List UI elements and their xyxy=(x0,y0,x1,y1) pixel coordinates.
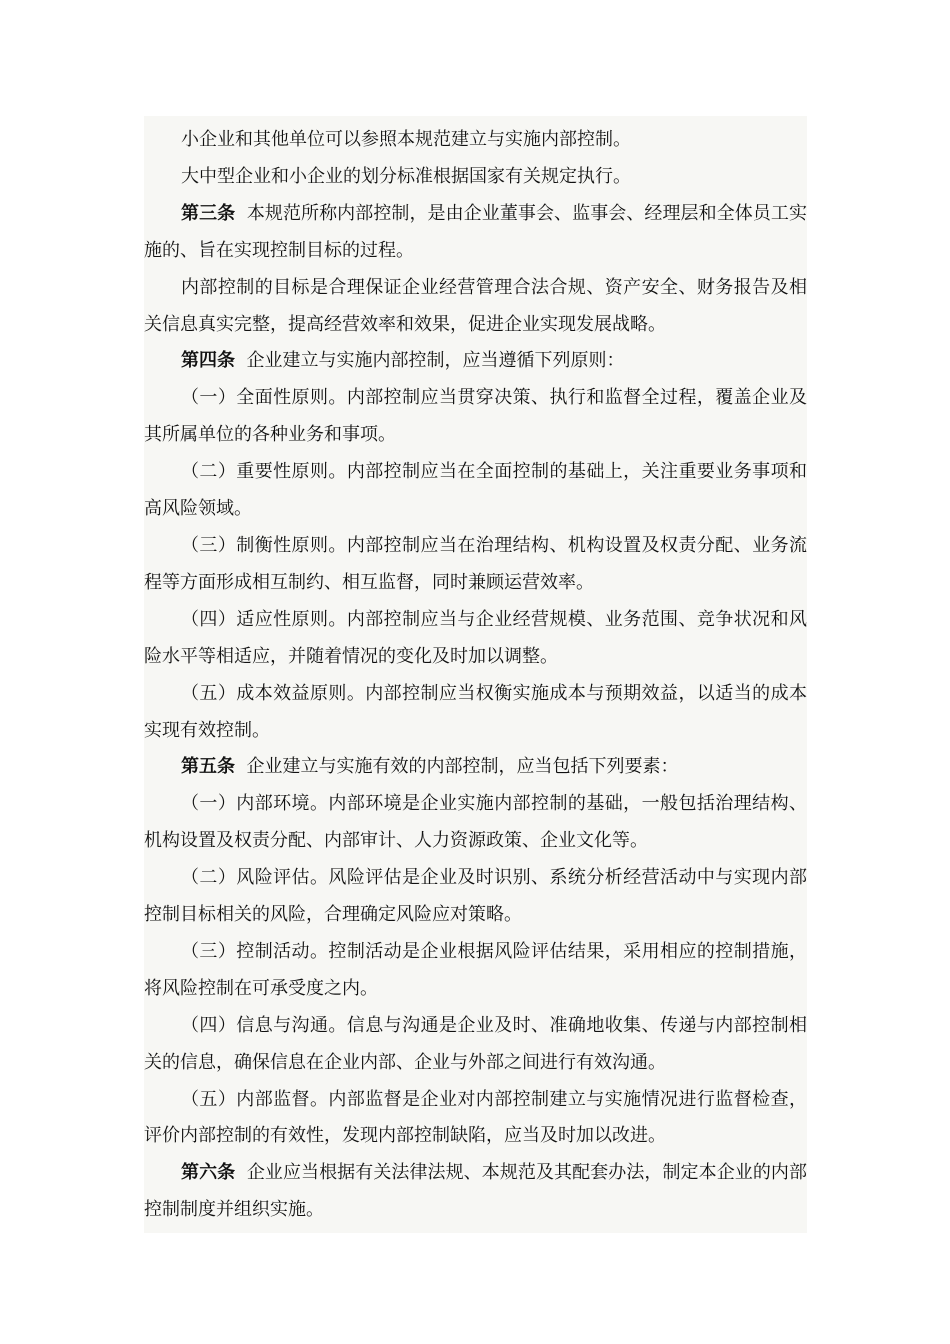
paragraph xyxy=(144,159,807,196)
paragraph xyxy=(144,270,807,344)
list-item xyxy=(144,1082,807,1156)
paragraph-text: （三）控制活动。控制活动是企业根据风险评估结果，采用相应的控制措施，将风险控制在可承受度之内。 xyxy=(144,940,807,999)
article-paragraph xyxy=(144,343,807,380)
article-text: 企业建立与实施有效的内部控制，应当包括下列要素： xyxy=(246,756,679,778)
list-item xyxy=(144,786,807,860)
list-item xyxy=(144,934,807,1008)
paragraph-text: （五）内部监督。内部监督是企业对内部控制建立与实施情况进行监督检查，评价内部控制的有效性，发现内部控制缺陷，应当及时加以改进。 xyxy=(144,1088,807,1147)
paragraph-text: （一）内部环境。内部环境是企业实施内部控制的基础，一般包括治理结构、机构设置及权责分配、内部审计、人力资源政策、企业文化等。 xyxy=(144,793,807,852)
article-number: 第三条 xyxy=(181,202,236,224)
paragraph-text: （二）风险评估。风险评估是企业及时识别、系统分析经营活动中与实现内部控制目标相关的风险，合理确定风险应对策略。 xyxy=(144,867,807,926)
list-item xyxy=(144,454,807,528)
paragraph xyxy=(144,122,807,159)
article-text: 本规范所称内部控制，是由企业董事会、监事会、经理层和全体员工实施的、旨在实现控制目标的过程。 xyxy=(144,202,807,261)
paragraph-text: 大中型企业和小企业的划分标准根据国家有关规定执行。 xyxy=(181,165,631,187)
article-paragraph xyxy=(144,749,807,786)
article-text: 企业建立与实施内部控制，应当遵循下列原则： xyxy=(246,350,625,372)
paragraph-text: 内部控制的目标是合理保证企业经营管理合法合规、资产安全、财务报告及相关信息真实完整，提高经营效率和效果，促进企业实现发展战略。 xyxy=(144,276,807,335)
list-item xyxy=(144,676,807,750)
list-item xyxy=(144,380,807,454)
article-number: 第五条 xyxy=(181,756,235,778)
paragraph-text: （三）制衡性原则。内部控制应当在治理结构、机构设置及权责分配、业务流程等方面形成相互制约、相互监督，同时兼顾运营效率。 xyxy=(144,534,807,593)
article-text: 企业应当根据有关法律法规、本规范及其配套办法，制定本企业的内部控制制度并组织实施。 xyxy=(144,1162,807,1221)
list-item xyxy=(144,602,807,676)
paragraph-text: （五）成本效益原则。内部控制应当权衡实施成本与预期效益，以适当的成本实现有效控制。 xyxy=(144,682,807,741)
list-item xyxy=(144,860,807,934)
paragraph-text: （四）适应性原则。内部控制应当与企业经营规模、业务范围、竞争状况和风险水平等相适应，并随着情况的变化及时加以调整。 xyxy=(144,608,807,667)
paragraph-text: （四）信息与沟通。信息与沟通是企业及时、准确地收集、传递与内部控制相关的信息，确保信息在企业内部、企业与外部之间进行有效沟通。 xyxy=(144,1014,807,1073)
list-item xyxy=(144,528,807,602)
paragraph-text: （一）全面性原则。内部控制应当贯穿决策、执行和监督全过程，覆盖企业及其所属单位的各种业务和事项。 xyxy=(144,387,807,446)
article-number: 第四条 xyxy=(181,350,235,372)
regulation-text-block xyxy=(144,116,807,1233)
paragraph-text: （二）重要性原则。内部控制应当在全面控制的基础上，关注重要业务事项和高风险领域。 xyxy=(144,461,807,520)
article-number: 第六条 xyxy=(181,1162,236,1184)
article-paragraph xyxy=(144,1155,807,1229)
list-item xyxy=(144,1008,807,1082)
article-paragraph xyxy=(144,196,807,270)
paragraph-text: 小企业和其他单位可以参照本规范建立与实施内部控制。 xyxy=(181,129,631,150)
